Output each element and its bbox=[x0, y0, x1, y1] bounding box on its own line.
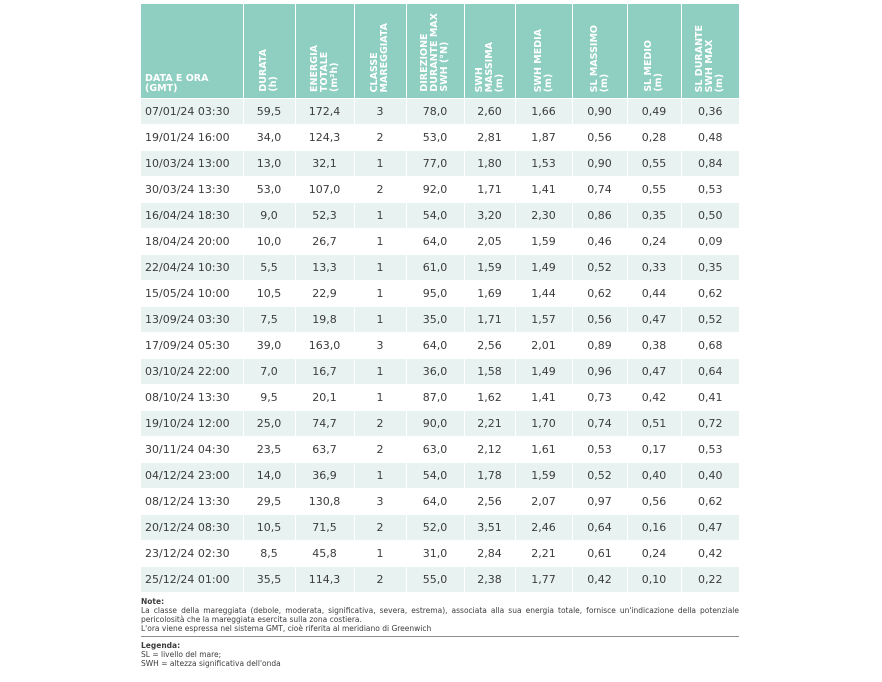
cell-swh-massima: 1,71 bbox=[464, 177, 515, 203]
cell-sl-medio: 0,51 bbox=[627, 411, 681, 437]
table-row bbox=[141, 489, 739, 515]
storm-table-container bbox=[141, 4, 739, 668]
cell-sl-medio: 0,55 bbox=[627, 151, 681, 177]
cell-swh-massima: 2,60 bbox=[464, 99, 515, 125]
cell-durata: 9,0 bbox=[243, 203, 295, 229]
cell-energia: 19,8 bbox=[295, 307, 354, 333]
cell-classe: 1 bbox=[354, 151, 406, 177]
cell-durata: 39,0 bbox=[243, 333, 295, 359]
cell-sl-durante-swh-max: 0,22 bbox=[681, 567, 739, 593]
cell-classe: 1 bbox=[354, 385, 406, 411]
cell-energia: 74,7 bbox=[295, 411, 354, 437]
cell-sl-medio: 0,17 bbox=[627, 437, 681, 463]
cell-date: 23/12/24 02:30 bbox=[141, 541, 243, 567]
cell-direzione: 55,0 bbox=[406, 567, 464, 593]
cell-sl-medio: 0,28 bbox=[627, 125, 681, 151]
legend-swh: SWH = altezza significativa dell'onda bbox=[141, 659, 281, 668]
cell-classe: 2 bbox=[354, 177, 406, 203]
cell-energia: 32,1 bbox=[295, 151, 354, 177]
cell-energia: 52,3 bbox=[295, 203, 354, 229]
cell-swh-massima: 2,84 bbox=[464, 541, 515, 567]
cell-direzione: 54,0 bbox=[406, 203, 464, 229]
table-row bbox=[141, 567, 739, 593]
cell-energia: 130,8 bbox=[295, 489, 354, 515]
cell-sl-massimo: 0,42 bbox=[572, 567, 627, 593]
table-row bbox=[141, 255, 739, 281]
cell-durata: 29,5 bbox=[243, 489, 295, 515]
cell-sl-durante-swh-max: 0,84 bbox=[681, 151, 739, 177]
cell-classe: 1 bbox=[354, 203, 406, 229]
cell-date: 10/03/24 13:00 bbox=[141, 151, 243, 177]
cell-swh-massima: 2,21 bbox=[464, 411, 515, 437]
cell-direzione: 77,0 bbox=[406, 151, 464, 177]
cell-durata: 5,5 bbox=[243, 255, 295, 281]
cell-sl-medio: 0,16 bbox=[627, 515, 681, 541]
cell-swh-massima: 1,80 bbox=[464, 151, 515, 177]
cell-energia: 114,3 bbox=[295, 567, 354, 593]
cell-swh-media: 1,41 bbox=[515, 177, 572, 203]
header-sl-massimo: SL MASSIMO (m) bbox=[572, 4, 627, 99]
cell-durata: 25,0 bbox=[243, 411, 295, 437]
cell-swh-media: 1,70 bbox=[515, 411, 572, 437]
table-row bbox=[141, 541, 739, 567]
cell-sl-medio: 0,33 bbox=[627, 255, 681, 281]
cell-sl-massimo: 0,74 bbox=[572, 411, 627, 437]
cell-energia: 20,1 bbox=[295, 385, 354, 411]
header-swh-media: SWH MEDIA (m) bbox=[515, 4, 572, 99]
cell-sl-durante-swh-max: 0,68 bbox=[681, 333, 739, 359]
cell-energia: 13,3 bbox=[295, 255, 354, 281]
cell-swh-massima: 3,51 bbox=[464, 515, 515, 541]
cell-date: 22/04/24 10:30 bbox=[141, 255, 243, 281]
cell-swh-media: 1,59 bbox=[515, 229, 572, 255]
cell-sl-massimo: 0,64 bbox=[572, 515, 627, 541]
cell-energia: 16,7 bbox=[295, 359, 354, 385]
cell-swh-media: 2,30 bbox=[515, 203, 572, 229]
cell-sl-medio: 0,10 bbox=[627, 567, 681, 593]
cell-energia: 172,4 bbox=[295, 99, 354, 125]
cell-swh-massima: 3,20 bbox=[464, 203, 515, 229]
cell-swh-massima: 1,59 bbox=[464, 255, 515, 281]
header-classe: CLASSE MAREGGIATA bbox=[354, 4, 406, 99]
cell-durata: 13,0 bbox=[243, 151, 295, 177]
cell-sl-massimo: 0,89 bbox=[572, 333, 627, 359]
cell-direzione: 31,0 bbox=[406, 541, 464, 567]
cell-date: 25/12/24 01:00 bbox=[141, 567, 243, 593]
cell-swh-media: 1,53 bbox=[515, 151, 572, 177]
cell-sl-massimo: 0,52 bbox=[572, 255, 627, 281]
cell-sl-medio: 0,24 bbox=[627, 229, 681, 255]
table-row bbox=[141, 177, 739, 203]
cell-swh-media: 1,59 bbox=[515, 463, 572, 489]
cell-durata: 35,5 bbox=[243, 567, 295, 593]
cell-sl-durante-swh-max: 0,53 bbox=[681, 437, 739, 463]
cell-classe: 3 bbox=[354, 333, 406, 359]
cell-swh-massima: 1,78 bbox=[464, 463, 515, 489]
cell-energia: 36,9 bbox=[295, 463, 354, 489]
table-row bbox=[141, 99, 739, 125]
cell-date: 30/03/24 13:30 bbox=[141, 177, 243, 203]
cell-durata: 34,0 bbox=[243, 125, 295, 151]
cell-sl-durante-swh-max: 0,48 bbox=[681, 125, 739, 151]
table-row bbox=[141, 125, 739, 151]
cell-direzione: 35,0 bbox=[406, 307, 464, 333]
cell-sl-medio: 0,38 bbox=[627, 333, 681, 359]
cell-sl-medio: 0,47 bbox=[627, 359, 681, 385]
cell-swh-massima: 1,58 bbox=[464, 359, 515, 385]
cell-classe: 3 bbox=[354, 489, 406, 515]
cell-durata: 10,5 bbox=[243, 515, 295, 541]
cell-direzione: 52,0 bbox=[406, 515, 464, 541]
cell-date: 18/04/24 20:00 bbox=[141, 229, 243, 255]
cell-energia: 45,8 bbox=[295, 541, 354, 567]
cell-energia: 22,9 bbox=[295, 281, 354, 307]
cell-sl-medio: 0,56 bbox=[627, 489, 681, 515]
table-row bbox=[141, 411, 739, 437]
cell-classe: 2 bbox=[354, 411, 406, 437]
table-row bbox=[141, 307, 739, 333]
cell-direzione: 54,0 bbox=[406, 463, 464, 489]
cell-date: 30/11/24 04:30 bbox=[141, 437, 243, 463]
cell-swh-media: 1,61 bbox=[515, 437, 572, 463]
cell-energia: 107,0 bbox=[295, 177, 354, 203]
cell-date: 03/10/24 22:00 bbox=[141, 359, 243, 385]
cell-swh-media: 2,01 bbox=[515, 333, 572, 359]
cell-sl-massimo: 0,62 bbox=[572, 281, 627, 307]
cell-date: 15/05/24 10:00 bbox=[141, 281, 243, 307]
cell-energia: 63,7 bbox=[295, 437, 354, 463]
cell-sl-durante-swh-max: 0,64 bbox=[681, 359, 739, 385]
table-body bbox=[141, 99, 739, 593]
cell-direzione: 36,0 bbox=[406, 359, 464, 385]
cell-sl-massimo: 0,56 bbox=[572, 125, 627, 151]
cell-sl-massimo: 0,74 bbox=[572, 177, 627, 203]
cell-classe: 1 bbox=[354, 463, 406, 489]
cell-swh-media: 1,57 bbox=[515, 307, 572, 333]
cell-sl-durante-swh-max: 0,62 bbox=[681, 489, 739, 515]
cell-sl-durante-swh-max: 0,35 bbox=[681, 255, 739, 281]
cell-classe: 2 bbox=[354, 567, 406, 593]
cell-energia: 26,7 bbox=[295, 229, 354, 255]
cell-sl-durante-swh-max: 0,62 bbox=[681, 281, 739, 307]
table-row bbox=[141, 359, 739, 385]
table-header-row bbox=[141, 4, 739, 99]
cell-direzione: 78,0 bbox=[406, 99, 464, 125]
cell-date: 16/04/24 18:30 bbox=[141, 203, 243, 229]
cell-sl-durante-swh-max: 0,41 bbox=[681, 385, 739, 411]
cell-classe: 1 bbox=[354, 281, 406, 307]
cell-sl-massimo: 0,56 bbox=[572, 307, 627, 333]
cell-energia: 163,0 bbox=[295, 333, 354, 359]
cell-swh-media: 1,44 bbox=[515, 281, 572, 307]
cell-classe: 2 bbox=[354, 437, 406, 463]
cell-sl-durante-swh-max: 0,42 bbox=[681, 541, 739, 567]
cell-sl-massimo: 0,86 bbox=[572, 203, 627, 229]
header-direzione: DIREZIONE DURANTE MAX SWH (°N) bbox=[406, 4, 464, 99]
cell-direzione: 64,0 bbox=[406, 229, 464, 255]
cell-durata: 14,0 bbox=[243, 463, 295, 489]
cell-direzione: 64,0 bbox=[406, 489, 464, 515]
cell-classe: 2 bbox=[354, 125, 406, 151]
cell-sl-medio: 0,44 bbox=[627, 281, 681, 307]
cell-sl-massimo: 0,73 bbox=[572, 385, 627, 411]
cell-sl-medio: 0,40 bbox=[627, 463, 681, 489]
cell-date: 19/10/24 12:00 bbox=[141, 411, 243, 437]
table-row bbox=[141, 229, 739, 255]
table-row bbox=[141, 151, 739, 177]
cell-date: 04/12/24 23:00 bbox=[141, 463, 243, 489]
cell-classe: 3 bbox=[354, 99, 406, 125]
cell-swh-massima: 2,05 bbox=[464, 229, 515, 255]
cell-durata: 59,5 bbox=[243, 99, 295, 125]
cell-direzione: 61,0 bbox=[406, 255, 464, 281]
cell-durata: 7,0 bbox=[243, 359, 295, 385]
cell-swh-media: 2,46 bbox=[515, 515, 572, 541]
legend-title: Legenda: bbox=[141, 641, 181, 650]
cell-sl-massimo: 0,90 bbox=[572, 99, 627, 125]
table-row bbox=[141, 437, 739, 463]
cell-durata: 8,5 bbox=[243, 541, 295, 567]
cell-classe: 1 bbox=[354, 307, 406, 333]
cell-durata: 53,0 bbox=[243, 177, 295, 203]
cell-sl-massimo: 0,96 bbox=[572, 359, 627, 385]
cell-sl-durante-swh-max: 0,52 bbox=[681, 307, 739, 333]
cell-sl-massimo: 0,97 bbox=[572, 489, 627, 515]
legend-section bbox=[141, 641, 739, 668]
table-row bbox=[141, 385, 739, 411]
cell-swh-media: 2,07 bbox=[515, 489, 572, 515]
table-row bbox=[141, 463, 739, 489]
cell-direzione: 53,0 bbox=[406, 125, 464, 151]
cell-swh-massima: 1,62 bbox=[464, 385, 515, 411]
cell-durata: 23,5 bbox=[243, 437, 295, 463]
cell-direzione: 92,0 bbox=[406, 177, 464, 203]
cell-sl-durante-swh-max: 0,47 bbox=[681, 515, 739, 541]
cell-classe: 1 bbox=[354, 541, 406, 567]
table-row bbox=[141, 281, 739, 307]
notes-text-1: La classe della mareggiata (debole, moderata, significativa, severa, estrema), associata alla sua energia totale, fornisce un'indicazione della potenziale pericolosità che la mareggiata esercita sulla zona costiera. bbox=[141, 606, 739, 624]
cell-sl-durante-swh-max: 0,09 bbox=[681, 229, 739, 255]
cell-direzione: 63,0 bbox=[406, 437, 464, 463]
cell-sl-massimo: 0,46 bbox=[572, 229, 627, 255]
table-row bbox=[141, 333, 739, 359]
header-durata: DURATA (h) bbox=[243, 4, 295, 99]
cell-classe: 1 bbox=[354, 255, 406, 281]
cell-sl-massimo: 0,53 bbox=[572, 437, 627, 463]
cell-classe: 1 bbox=[354, 359, 406, 385]
cell-direzione: 95,0 bbox=[406, 281, 464, 307]
cell-swh-media: 1,66 bbox=[515, 99, 572, 125]
cell-sl-medio: 0,47 bbox=[627, 307, 681, 333]
cell-sl-durante-swh-max: 0,50 bbox=[681, 203, 739, 229]
cell-durata: 9,5 bbox=[243, 385, 295, 411]
cell-energia: 71,5 bbox=[295, 515, 354, 541]
table-row bbox=[141, 203, 739, 229]
cell-swh-massima: 2,56 bbox=[464, 333, 515, 359]
notes-text-2: L'ora viene espressa nel sistema GMT, cioè riferita al meridiano di Greenwich bbox=[141, 624, 432, 633]
cell-direzione: 87,0 bbox=[406, 385, 464, 411]
cell-durata: 10,5 bbox=[243, 281, 295, 307]
cell-swh-massima: 1,71 bbox=[464, 307, 515, 333]
cell-durata: 10,0 bbox=[243, 229, 295, 255]
cell-sl-durante-swh-max: 0,53 bbox=[681, 177, 739, 203]
cell-date: 20/12/24 08:30 bbox=[141, 515, 243, 541]
header-energia: ENERGIA TOTALE (m²h) bbox=[295, 4, 354, 99]
cell-energia: 124,3 bbox=[295, 125, 354, 151]
legend-sl: SL = livello del mare; bbox=[141, 650, 222, 659]
cell-sl-massimo: 0,90 bbox=[572, 151, 627, 177]
notes-title: Note: bbox=[141, 597, 165, 606]
header-sl-medio: SL MEDIO (m) bbox=[627, 4, 681, 99]
cell-date: 19/01/24 16:00 bbox=[141, 125, 243, 151]
cell-sl-medio: 0,35 bbox=[627, 203, 681, 229]
cell-swh-massima: 1,69 bbox=[464, 281, 515, 307]
header-sl-durante-swh-max: SL DURANTE SWH MAX (m) bbox=[681, 4, 739, 99]
notes-section bbox=[141, 597, 739, 637]
cell-swh-media: 1,49 bbox=[515, 359, 572, 385]
table-row bbox=[141, 515, 739, 541]
cell-direzione: 90,0 bbox=[406, 411, 464, 437]
cell-swh-media: 1,41 bbox=[515, 385, 572, 411]
header-swh-massima: SWH MASSIMA (m) bbox=[464, 4, 515, 99]
cell-date: 07/01/24 03:30 bbox=[141, 99, 243, 125]
cell-sl-massimo: 0,52 bbox=[572, 463, 627, 489]
cell-sl-durante-swh-max: 0,40 bbox=[681, 463, 739, 489]
cell-classe: 1 bbox=[354, 229, 406, 255]
cell-direzione: 64,0 bbox=[406, 333, 464, 359]
cell-swh-massima: 2,56 bbox=[464, 489, 515, 515]
cell-sl-durante-swh-max: 0,72 bbox=[681, 411, 739, 437]
cell-swh-media: 1,49 bbox=[515, 255, 572, 281]
cell-swh-massima: 2,81 bbox=[464, 125, 515, 151]
storm-events-table bbox=[141, 4, 739, 592]
cell-durata: 7,5 bbox=[243, 307, 295, 333]
cell-sl-medio: 0,49 bbox=[627, 99, 681, 125]
header-date: DATA E ORA (GMT) bbox=[141, 4, 243, 99]
cell-swh-massima: 2,38 bbox=[464, 567, 515, 593]
cell-sl-medio: 0,24 bbox=[627, 541, 681, 567]
cell-sl-durante-swh-max: 0,36 bbox=[681, 99, 739, 125]
cell-sl-medio: 0,55 bbox=[627, 177, 681, 203]
cell-date: 17/09/24 05:30 bbox=[141, 333, 243, 359]
cell-sl-medio: 0,42 bbox=[627, 385, 681, 411]
cell-swh-media: 2,21 bbox=[515, 541, 572, 567]
cell-date: 08/10/24 13:30 bbox=[141, 385, 243, 411]
cell-sl-massimo: 0,61 bbox=[572, 541, 627, 567]
cell-classe: 2 bbox=[354, 515, 406, 541]
cell-swh-media: 1,87 bbox=[515, 125, 572, 151]
cell-swh-massima: 2,12 bbox=[464, 437, 515, 463]
cell-date: 13/09/24 03:30 bbox=[141, 307, 243, 333]
cell-date: 08/12/24 13:30 bbox=[141, 489, 243, 515]
cell-swh-media: 1,77 bbox=[515, 567, 572, 593]
